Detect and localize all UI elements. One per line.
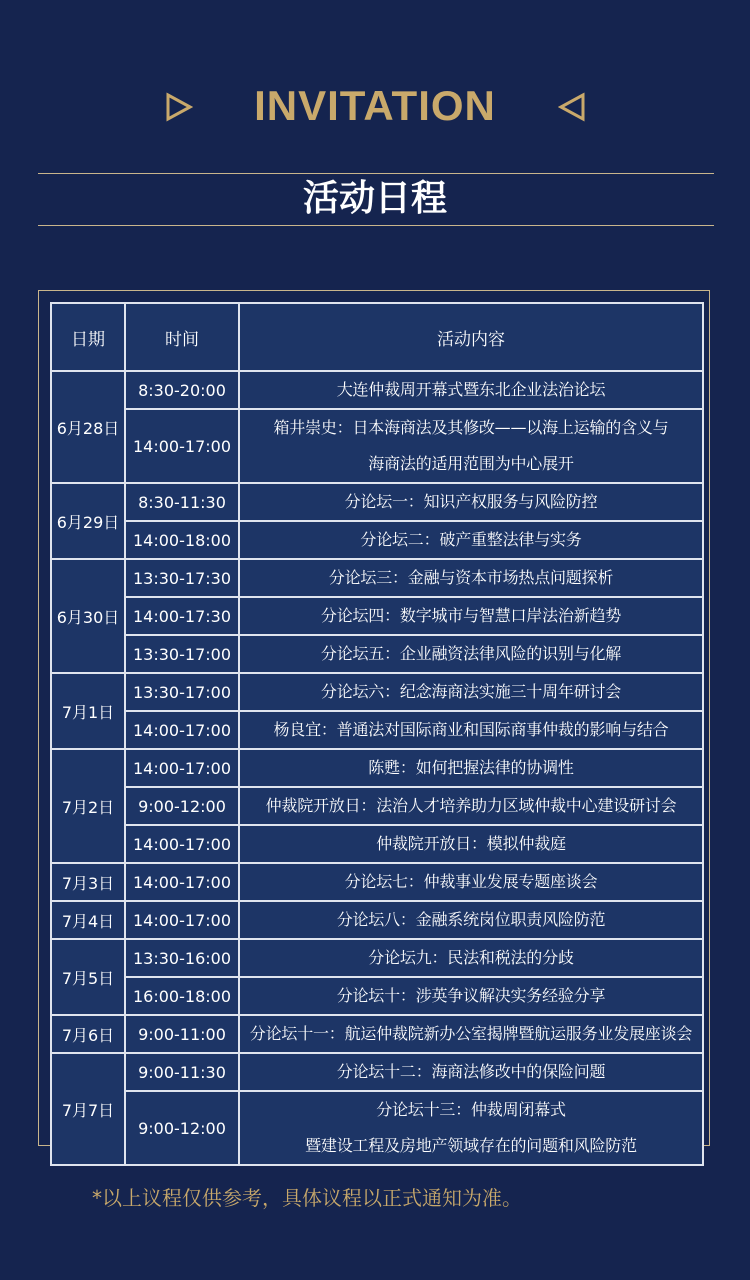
table-row xyxy=(51,521,703,559)
time-cell: 13:30-17:00 xyxy=(125,673,239,711)
content-line: 分论坛八：金融系统岗位职责风险防范 xyxy=(336,910,606,929)
content-line: 分论坛十：涉英争议解决实务经验分享 xyxy=(336,986,606,1005)
content-cell xyxy=(239,825,703,863)
divider-bottom xyxy=(38,225,714,226)
content-cell xyxy=(239,371,703,409)
triangle-left-outline-icon xyxy=(558,92,586,122)
table-row xyxy=(51,673,703,711)
date-cell: 7月1日 xyxy=(51,673,125,749)
content-cell xyxy=(239,863,703,901)
content-cell xyxy=(239,409,703,483)
content-cell xyxy=(239,559,703,597)
content-line: 暨建设工程及房地产领域存在的问题和风险防范 xyxy=(305,1136,637,1155)
table-row xyxy=(51,409,703,483)
table-row xyxy=(51,825,703,863)
content-cell xyxy=(239,939,703,977)
content-cell xyxy=(239,483,703,521)
content-cell xyxy=(239,635,703,673)
content-line: 分论坛一：知识产权服务与风险防控 xyxy=(344,492,598,511)
table-row xyxy=(51,635,703,673)
content-line: 陈甦：如何把握法律的协调性 xyxy=(368,758,574,777)
date-cell: 7月7日 xyxy=(51,1053,125,1165)
content-line: 分论坛九：民法和税法的分歧 xyxy=(368,948,574,967)
header-date: 日期 xyxy=(51,303,125,371)
table-row xyxy=(51,371,703,409)
time-cell: 14:00-18:00 xyxy=(125,521,239,559)
content-line: 分论坛三：金融与资本市场热点问题探析 xyxy=(328,568,614,587)
content-line: 箱井崇史：日本海商法及其修改——以海上运输的含义与 xyxy=(273,418,669,437)
content-line: 分论坛四：数字城市与智慧口岸法治新趋势 xyxy=(320,606,622,625)
date-cell: 6月28日 xyxy=(51,371,125,483)
date-cell: 7月6日 xyxy=(51,1015,125,1053)
table-row xyxy=(51,977,703,1015)
content-line: 仲裁院开放日：模拟仲裁庭 xyxy=(376,834,566,853)
content-cell xyxy=(239,977,703,1015)
schedule-title: 活动日程 xyxy=(302,178,447,219)
header-time: 时间 xyxy=(125,303,239,371)
time-cell: 14:00-17:00 xyxy=(125,409,239,483)
invitation-header xyxy=(0,80,750,136)
table-row xyxy=(51,711,703,749)
time-cell: 8:30-11:30 xyxy=(125,483,239,521)
time-cell: 9:00-12:00 xyxy=(125,1091,239,1165)
date-cell: 7月5日 xyxy=(51,939,125,1015)
table-row xyxy=(51,749,703,787)
table-row xyxy=(51,597,703,635)
table-row xyxy=(51,483,703,521)
content-line: 海商法的适用范围为中心展开 xyxy=(368,454,574,473)
time-cell: 14:00-17:00 xyxy=(125,749,239,787)
date-cell: 7月3日 xyxy=(51,863,125,901)
content-cell xyxy=(239,787,703,825)
content-line: 分论坛十二：海商法修改中的保险问题 xyxy=(336,1062,606,1081)
content-line: 大连仲裁周开幕式暨东北企业法治论坛 xyxy=(336,380,606,399)
schedule-table xyxy=(50,302,704,1166)
time-cell: 8:30-20:00 xyxy=(125,371,239,409)
schedule-body xyxy=(51,371,703,1165)
invitation-title: INVITATION xyxy=(254,82,496,129)
table-row xyxy=(51,901,703,939)
table-row xyxy=(51,939,703,977)
time-cell: 13:30-16:00 xyxy=(125,939,239,977)
content-line: 仲裁院开放日：法治人才培养助力区域仲裁中心建设研讨会 xyxy=(265,796,677,815)
content-line: 分论坛六：纪念海商法实施三十周年研讨会 xyxy=(320,682,622,701)
table-row xyxy=(51,1091,703,1165)
content-cell xyxy=(239,673,703,711)
table-row xyxy=(51,1015,703,1053)
time-cell: 13:30-17:00 xyxy=(125,635,239,673)
table-row xyxy=(51,787,703,825)
time-cell: 14:00-17:30 xyxy=(125,597,239,635)
table-row xyxy=(51,1053,703,1091)
date-cell: 6月29日 xyxy=(51,483,125,559)
content-line: 分论坛二：破产重整法律与实务 xyxy=(360,530,582,549)
date-cell: 7月2日 xyxy=(51,749,125,863)
time-cell: 13:30-17:30 xyxy=(125,559,239,597)
content-line: 分论坛七：仲裁事业发展专题座谈会 xyxy=(344,872,598,891)
date-cell: 7月4日 xyxy=(51,901,125,939)
table-row xyxy=(51,863,703,901)
footnote: *以上议程仅供参考，具体议程以正式通知为准。 xyxy=(92,1186,522,1210)
time-cell: 9:00-11:30 xyxy=(125,1053,239,1091)
content-cell xyxy=(239,749,703,787)
content-cell xyxy=(239,1091,703,1165)
time-cell: 9:00-11:00 xyxy=(125,1015,239,1053)
content-line: 分论坛十一：航运仲裁院新办公室揭牌暨航运服务业发展座谈会 xyxy=(249,1024,693,1043)
time-cell: 16:00-18:00 xyxy=(125,977,239,1015)
time-cell: 14:00-17:00 xyxy=(125,863,239,901)
header-content: 活动内容 xyxy=(239,303,703,371)
content-cell xyxy=(239,1053,703,1091)
content-cell xyxy=(239,711,703,749)
time-cell: 14:00-17:00 xyxy=(125,901,239,939)
content-cell xyxy=(239,1015,703,1053)
content-line: 杨良宜：普通法对国际商业和国际商事仲裁的影响与结合 xyxy=(273,720,669,739)
content-line: 分论坛十三：仲裁周闭幕式 xyxy=(376,1100,566,1119)
content-cell xyxy=(239,901,703,939)
date-cell: 6月30日 xyxy=(51,559,125,673)
time-cell: 14:00-17:00 xyxy=(125,825,239,863)
content-line: 分论坛五：企业融资法律风险的识别与化解 xyxy=(320,644,622,663)
time-cell: 9:00-12:00 xyxy=(125,787,239,825)
time-cell: 14:00-17:00 xyxy=(125,711,239,749)
table-row xyxy=(51,559,703,597)
content-cell xyxy=(239,597,703,635)
content-cell xyxy=(239,521,703,559)
